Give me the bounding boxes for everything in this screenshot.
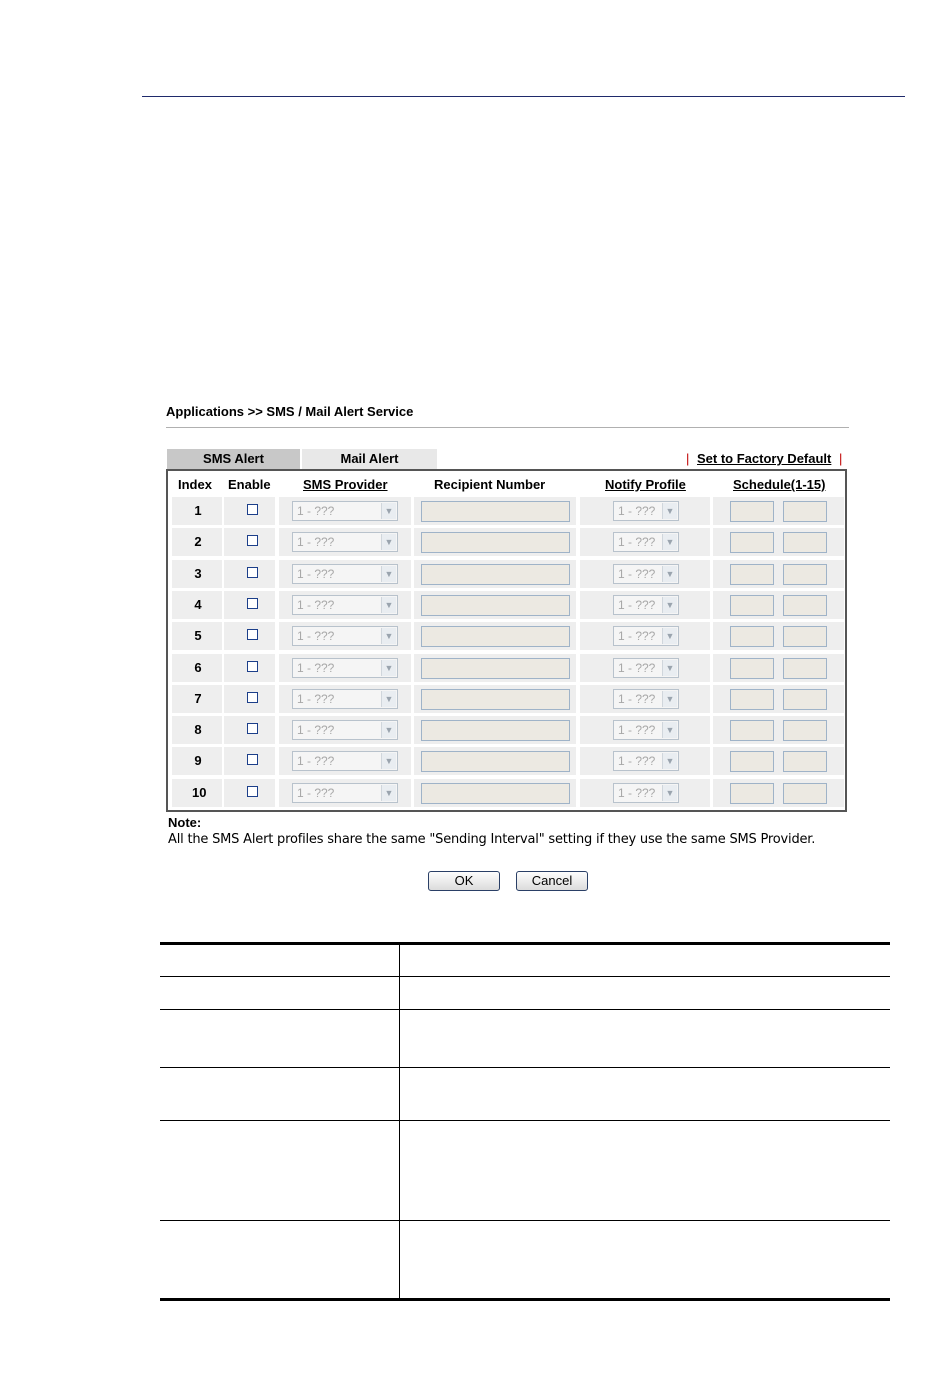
table-row bbox=[172, 497, 844, 525]
schedule-input-2[interactable] bbox=[783, 783, 827, 804]
chevron-down-icon: ▼ bbox=[381, 597, 396, 613]
schedule-input-2[interactable] bbox=[783, 626, 827, 647]
schedule-input-2[interactable] bbox=[783, 595, 827, 616]
schedule-input-1[interactable] bbox=[730, 595, 774, 616]
schedule-input-1[interactable] bbox=[730, 501, 774, 522]
recipient-number-input[interactable] bbox=[421, 501, 570, 522]
row-index: 8 bbox=[194, 722, 202, 737]
row-index: 2 bbox=[194, 534, 202, 549]
description-table bbox=[160, 942, 890, 1301]
sms-provider-select[interactable] bbox=[292, 626, 398, 646]
separator-bar: | bbox=[686, 451, 690, 466]
notify-profile-select[interactable] bbox=[613, 595, 679, 615]
schedule-input-2[interactable] bbox=[783, 720, 827, 741]
chevron-down-icon: ▼ bbox=[381, 628, 396, 644]
recipient-number-input[interactable] bbox=[421, 626, 570, 647]
factory-default-area bbox=[686, 451, 842, 466]
table-row bbox=[172, 779, 844, 807]
row-index: 7 bbox=[194, 691, 202, 706]
notify-profile-value: 1 - ??? bbox=[618, 629, 656, 643]
sms-provider-value: 1 - ??? bbox=[297, 629, 335, 643]
enable-checkbox[interactable] bbox=[247, 567, 258, 578]
sms-provider-value: 1 - ??? bbox=[297, 723, 335, 737]
schedule-input-1[interactable] bbox=[730, 626, 774, 647]
table-rule bbox=[160, 1120, 890, 1121]
table-column-divider bbox=[399, 942, 400, 1301]
chevron-down-icon: ▼ bbox=[662, 628, 677, 644]
enable-checkbox[interactable] bbox=[247, 535, 258, 546]
notify-profile-select[interactable] bbox=[613, 783, 679, 803]
schedule-input-2[interactable] bbox=[783, 751, 827, 772]
schedule-input-1[interactable] bbox=[730, 751, 774, 772]
chevron-down-icon: ▼ bbox=[381, 691, 396, 707]
row-index: 5 bbox=[194, 628, 202, 643]
recipient-number-input[interactable] bbox=[421, 595, 570, 616]
schedule-input-1[interactable] bbox=[730, 564, 774, 585]
schedule-input-2[interactable] bbox=[783, 532, 827, 553]
notify-profile-select[interactable] bbox=[613, 532, 679, 552]
separator-bar: | bbox=[839, 451, 843, 466]
recipient-number-input[interactable] bbox=[421, 658, 570, 679]
notify-profile-select[interactable] bbox=[613, 564, 679, 584]
notify-profile-value: 1 - ??? bbox=[618, 754, 656, 768]
tab-sms-alert[interactable]: SMS Alert bbox=[167, 449, 300, 469]
note-title: Note: bbox=[168, 815, 202, 830]
table-rule bbox=[160, 976, 890, 977]
table-row bbox=[172, 560, 844, 588]
column-header-enable: Enable bbox=[228, 477, 271, 492]
notify-profile-value: 1 - ??? bbox=[618, 567, 656, 581]
notify-profile-value: 1 - ??? bbox=[618, 692, 656, 706]
recipient-number-input[interactable] bbox=[421, 564, 570, 585]
notify-profile-select[interactable] bbox=[613, 689, 679, 709]
notify-profile-value: 1 - ??? bbox=[618, 504, 656, 518]
sms-provider-value: 1 - ??? bbox=[297, 786, 335, 800]
chevron-down-icon: ▼ bbox=[662, 597, 677, 613]
row-index: 6 bbox=[194, 660, 202, 675]
sms-provider-value: 1 - ??? bbox=[297, 661, 335, 675]
table-rule bbox=[160, 1298, 890, 1301]
notify-profile-value: 1 - ??? bbox=[618, 598, 656, 612]
sms-provider-select[interactable] bbox=[292, 501, 398, 521]
table-row bbox=[172, 591, 844, 619]
tab-mail-alert[interactable]: Mail Alert bbox=[302, 449, 437, 469]
table-row bbox=[172, 716, 844, 744]
sms-provider-value: 1 - ??? bbox=[297, 567, 335, 581]
chevron-down-icon: ▼ bbox=[662, 722, 677, 738]
set-factory-default-link[interactable]: Set to Factory Default bbox=[697, 451, 832, 466]
enable-checkbox[interactable] bbox=[247, 754, 258, 765]
sms-provider-select[interactable] bbox=[292, 783, 398, 803]
chevron-down-icon: ▼ bbox=[662, 503, 677, 519]
sms-provider-select[interactable] bbox=[292, 658, 398, 678]
enable-checkbox[interactable] bbox=[247, 723, 258, 734]
table-row bbox=[172, 528, 844, 556]
sms-provider-select[interactable] bbox=[292, 720, 398, 740]
schedule-input-2[interactable] bbox=[783, 658, 827, 679]
column-header-schedule[interactable]: Schedule(1-15) bbox=[733, 477, 826, 492]
chevron-down-icon: ▼ bbox=[662, 566, 677, 582]
breadcrumb: Applications >> SMS / Mail Alert Service bbox=[166, 404, 414, 419]
enable-checkbox[interactable] bbox=[247, 598, 258, 609]
enable-checkbox[interactable] bbox=[247, 629, 258, 640]
header-rule bbox=[142, 96, 905, 97]
table-rule bbox=[160, 1067, 890, 1068]
enable-checkbox[interactable] bbox=[247, 661, 258, 672]
sms-provider-value: 1 - ??? bbox=[297, 535, 335, 549]
notify-profile-select[interactable] bbox=[613, 720, 679, 740]
chevron-down-icon: ▼ bbox=[381, 534, 396, 550]
column-header-sms-provider[interactable]: SMS Provider bbox=[303, 477, 388, 492]
note-text: All the SMS Alert profiles share the same "Sending Interval" setting if they use the same SMS Provider. bbox=[168, 832, 816, 847]
chevron-down-icon: ▼ bbox=[662, 785, 677, 801]
table-rule bbox=[160, 1220, 890, 1221]
row-index: 1 bbox=[194, 503, 202, 518]
sms-provider-select[interactable] bbox=[292, 564, 398, 584]
schedule-input-2[interactable] bbox=[783, 501, 827, 522]
notify-profile-select[interactable] bbox=[613, 626, 679, 646]
sms-provider-value: 1 - ??? bbox=[297, 692, 335, 706]
schedule-input-1[interactable] bbox=[730, 689, 774, 710]
chevron-down-icon: ▼ bbox=[381, 503, 396, 519]
chevron-down-icon: ▼ bbox=[381, 722, 396, 738]
sms-provider-value: 1 - ??? bbox=[297, 598, 335, 612]
notify-profile-select[interactable] bbox=[613, 751, 679, 771]
breadcrumb-divider bbox=[166, 427, 849, 428]
chevron-down-icon: ▼ bbox=[662, 534, 677, 550]
table-row bbox=[172, 622, 844, 650]
table-row bbox=[172, 747, 844, 775]
schedule-input-2[interactable] bbox=[783, 564, 827, 585]
enable-checkbox[interactable] bbox=[247, 786, 258, 797]
schedule-input-1[interactable] bbox=[730, 658, 774, 679]
recipient-number-input[interactable] bbox=[421, 751, 570, 772]
recipient-number-input[interactable] bbox=[421, 783, 570, 804]
enable-checkbox[interactable] bbox=[247, 504, 258, 515]
table-row bbox=[172, 654, 844, 682]
chevron-down-icon: ▼ bbox=[381, 753, 396, 769]
recipient-number-input[interactable] bbox=[421, 532, 570, 553]
table-rule bbox=[160, 942, 890, 945]
sms-provider-select[interactable] bbox=[292, 532, 398, 552]
chevron-down-icon: ▼ bbox=[662, 691, 677, 707]
schedule-input-1[interactable] bbox=[730, 720, 774, 741]
cancel-button[interactable]: Cancel bbox=[516, 871, 588, 891]
notify-profile-select[interactable] bbox=[613, 501, 679, 521]
notify-profile-value: 1 - ??? bbox=[618, 786, 656, 800]
recipient-number-input[interactable] bbox=[421, 720, 570, 741]
column-header-notify-profile[interactable]: Notify Profile bbox=[605, 477, 686, 492]
ok-button[interactable]: OK bbox=[428, 871, 500, 891]
chevron-down-icon: ▼ bbox=[662, 660, 677, 676]
schedule-input-1[interactable] bbox=[730, 783, 774, 804]
enable-checkbox[interactable] bbox=[247, 692, 258, 703]
row-index: 9 bbox=[194, 753, 202, 768]
sms-provider-select[interactable] bbox=[292, 595, 398, 615]
notify-profile-select[interactable] bbox=[613, 658, 679, 678]
schedule-input-2[interactable] bbox=[783, 689, 827, 710]
column-header-recipient-number: Recipient Number bbox=[434, 477, 546, 492]
row-index: 3 bbox=[194, 566, 202, 581]
sms-provider-select[interactable] bbox=[292, 751, 398, 771]
row-index: 4 bbox=[194, 597, 202, 612]
chevron-down-icon: ▼ bbox=[381, 566, 396, 582]
column-header-index: Index bbox=[178, 477, 212, 492]
notify-profile-value: 1 - ??? bbox=[618, 661, 656, 675]
sms-provider-value: 1 - ??? bbox=[297, 504, 335, 518]
recipient-number-input[interactable] bbox=[421, 689, 570, 710]
chevron-down-icon: ▼ bbox=[381, 785, 396, 801]
row-index: 10 bbox=[192, 785, 207, 800]
notify-profile-value: 1 - ??? bbox=[618, 535, 656, 549]
schedule-input-1[interactable] bbox=[730, 532, 774, 553]
chevron-down-icon: ▼ bbox=[662, 753, 677, 769]
sms-provider-select[interactable] bbox=[292, 689, 398, 709]
sms-provider-value: 1 - ??? bbox=[297, 754, 335, 768]
table-row bbox=[172, 685, 844, 713]
table-rule bbox=[160, 1009, 890, 1010]
notify-profile-value: 1 - ??? bbox=[618, 723, 656, 737]
chevron-down-icon: ▼ bbox=[381, 660, 396, 676]
